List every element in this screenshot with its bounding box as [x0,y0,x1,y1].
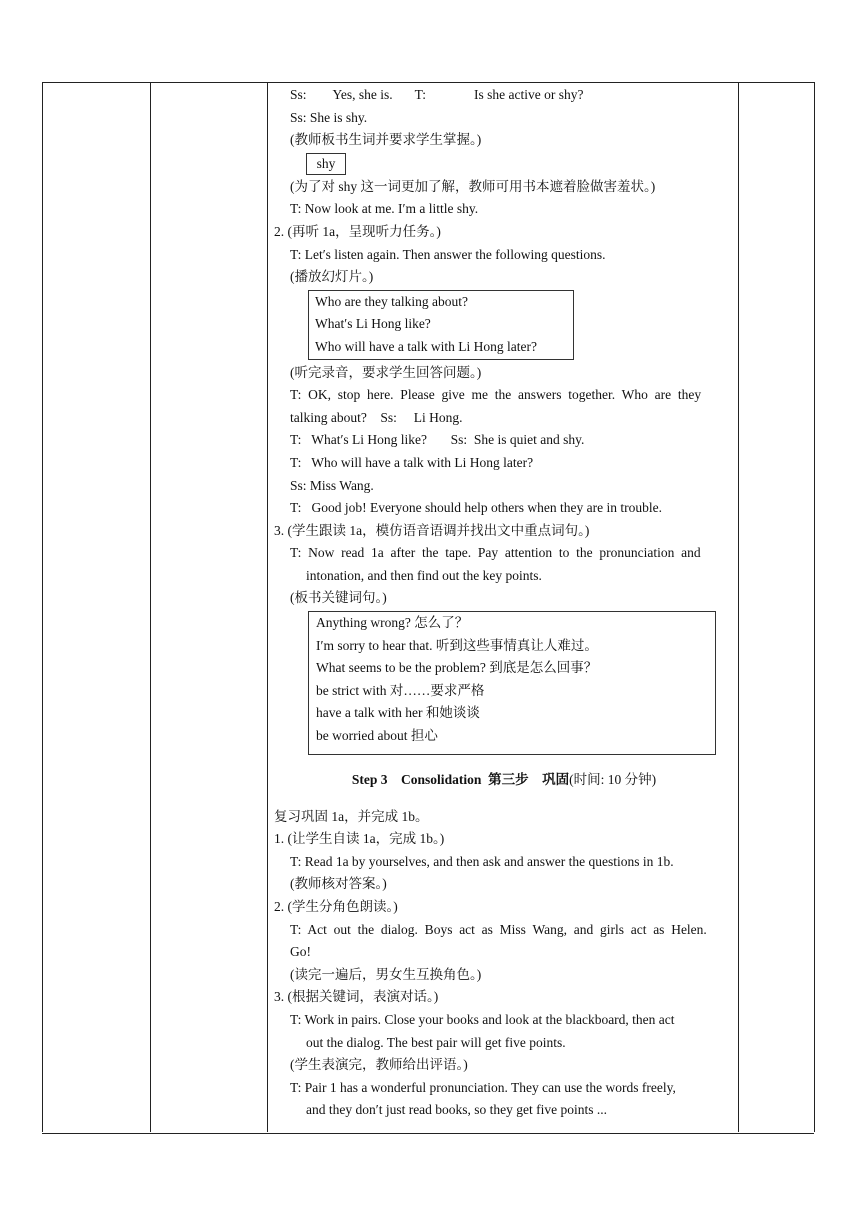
teacher-note: (播放幻灯片。) [290,269,374,285]
step-title: Step 3 Consolidation 第三步 巩固 [351,772,570,788]
question-item: Who are they talking about? [315,293,468,309]
dialog-line: T: Now look at me. I′m a little shy. [290,201,479,217]
teacher-note: (教师核对答案。) [290,876,387,892]
dialog-line: and they don′t just read books, so they get five points ... [306,1102,608,1118]
lesson-content [274,82,734,1122]
step-time: (时间: 10 分钟) [569,772,657,788]
teacher-note: (听完录音，要求学生回答问题。) [290,364,482,380]
dialog-line: T: Let′s listen again. Then answer the following questions. [290,246,606,262]
dialog-text: Yes, she is. [332,87,393,102]
teacher-note: (读完一遍后，男女生互换角色。) [290,966,482,982]
dialog-line: Go! [290,944,311,960]
dialog-line: T: Act out the dialog. Boys act as Miss Wang, and girls act as Helen. [290,921,707,937]
dialog-line: T: Now read 1a after the tape. Pay attention to the pronunciation and [290,545,701,561]
dialog-line: T: Who will have a talk with Li Hong later? [290,454,534,470]
key-point-item: be worried about 担心 [316,728,438,744]
key-point-item: Anything wrong? 怎么了？ [316,615,469,631]
key-point-item: What seems to be the problem? 到底是怎么回事？ [316,660,598,676]
teacher-note: (为了对 shy 这一词更加了解，教师可用书本遮着脸做害羞状。) [290,178,656,194]
table-col-line [738,82,739,1132]
word-box-text: shy [316,155,336,171]
teacher-note: (板书关键词句。) [290,590,387,606]
dialog-line: intonation, and then find out the key points. [306,567,542,583]
dialog-line: T: Good job! Everyone should help others when they are in trouble. [290,500,662,516]
task-heading: 1. (让学生自读 1a，完成 1b。) [274,831,445,847]
dialog-line: T: What′s Li Hong like? Ss: She is quiet and shy. [290,432,585,448]
task-heading: 2. (再听 1a，呈现听力任务。) [274,223,441,239]
table-col-line [42,82,43,1132]
dialog-line: T: OK, stop here. Please give me the answers together. Who are they [290,387,702,403]
word-box-shy [306,153,346,175]
dialog-line: T: Work in pairs. Close your books and look at the blackboard, then act [290,1012,675,1027]
dialog-line: T: Pair 1 has a wonderful pronunciation. They can use the words freely, [290,1079,676,1095]
teacher-note: (教师板书生词并要求学生掌握。) [290,132,482,148]
key-points-box [308,611,716,755]
dialog-line: T: Read 1a by yourselves, and then ask and answer the questions in 1b. [290,853,674,869]
task-heading: 2. (学生分角色朗读。) [274,899,398,915]
speaker-label: T: [414,87,426,102]
speaker-label: Ss: [290,87,307,102]
table-col-line [814,82,815,1132]
dialog-line [274,84,734,107]
question-item: Who will have a talk with Li Hong later? [315,338,537,354]
section-intro: 复习巩固 1a，并完成 1b。 [274,808,429,824]
task-heading: 3. (学生跟读 1a，模仿语音语调并找出文中重点词句。) [274,522,590,538]
dialog-line: Ss: Miss Wang. [290,477,374,493]
dialog-line: Ss: She is shy. [290,109,368,125]
teacher-note: (学生表演完，教师给出评语。) [290,1057,468,1073]
dialog-line: talking about? Ss: Li Hong. [290,409,463,425]
dialog-line: out the dialog. The best pair will get five points. [306,1034,566,1050]
step-heading [274,769,734,792]
question-item: What′s Li Hong like? [315,316,431,332]
questions-box [308,290,574,360]
key-point-item: have a talk with her 和她谈谈 [316,705,480,721]
task-heading: 3. (根据关键词，表演对话。) [274,989,439,1005]
table-col-line [267,82,268,1132]
dialog-text: Is she active or shy? [474,87,584,102]
table-col-line [150,82,151,1132]
key-point-item: be strict with 对……要求严格 [316,682,485,698]
key-point-item: I′m sorry to hear that. 听到这些事情真让人难过。 [316,637,598,653]
